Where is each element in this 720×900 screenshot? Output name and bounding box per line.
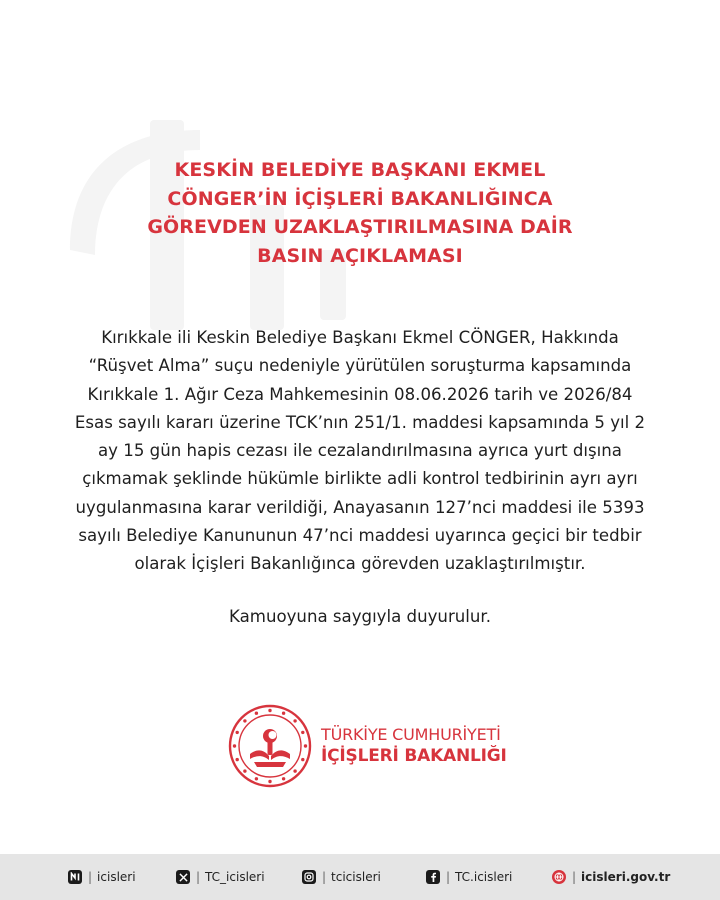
body-line: ay 15 gün hapis cezası ile cezalandırılmasına ayrıca yurt dışına bbox=[98, 441, 622, 461]
body-line: olarak İçişleri Bakanlığınca görevden uzaklaştırılmıştır. bbox=[134, 554, 586, 574]
social-link-nsosyal[interactable] bbox=[68, 854, 136, 900]
globe-icon bbox=[552, 870, 566, 884]
facebook-icon bbox=[426, 870, 440, 884]
title-line: GÖREVDEN UZAKLAŞTIRILMASINA DAİR bbox=[147, 216, 573, 238]
separator: | bbox=[322, 870, 327, 884]
nsosyal-icon bbox=[68, 870, 82, 884]
social-handle: icisleri bbox=[97, 870, 136, 884]
statement-body bbox=[20, 324, 700, 579]
social-footer bbox=[0, 854, 720, 900]
body-line: “Rüşvet Alma” suçu nedeniyle yürütülen soruşturma kapsamında bbox=[88, 356, 632, 376]
separator: | bbox=[572, 870, 577, 884]
title-line: CÖNGER’İN İÇİŞLERİ BAKANLIĞINCA bbox=[167, 187, 553, 210]
title-line: KESKİN BELEDİYE BAŞKANI EKMEL bbox=[174, 159, 546, 181]
title-line: BASIN AÇIKLAMASI bbox=[257, 244, 463, 267]
social-handle: TC_icisleri bbox=[205, 870, 265, 884]
social-handle: TC.icisleri bbox=[455, 870, 513, 884]
logo-line-ministry: İÇİŞLERİ BAKANLIĞI bbox=[321, 746, 507, 766]
social-handle: tcicisleri bbox=[331, 870, 381, 884]
body-line: Kırıkkale 1. Ağır Ceza Mahkemesinin 08.06.2026 tarih ve 2026/84 bbox=[87, 384, 633, 404]
separator: | bbox=[196, 870, 201, 884]
body-line: uygulanmasına karar verildiği, Anayasanın 127’nci maddesi ile 5393 bbox=[75, 497, 645, 517]
x-icon bbox=[176, 870, 190, 884]
website-url: icisleri.gov.tr bbox=[581, 870, 671, 884]
separator: | bbox=[446, 870, 451, 884]
page-title bbox=[60, 156, 660, 270]
body-line: Esas sayılı kararı üzerine TCK’nın 251/1. maddesi kapsamında 5 yıl 2 bbox=[74, 412, 646, 432]
body-line: sayılı Belediye Kanununun 47’nci maddesi uyarınca geçici bir tedbir bbox=[78, 526, 642, 546]
instagram-icon bbox=[302, 870, 316, 884]
body-line: çıkmamak şeklinde hükümle birlikte adli kontrol tedbirinin ayrı ayrı bbox=[82, 469, 638, 489]
body-line: Kırıkkale ili Keskin Belediye Başkanı Ekmel CÖNGER, Hakkında bbox=[101, 328, 619, 347]
ministry-name bbox=[321, 725, 507, 767]
ministry-seal-icon bbox=[228, 704, 312, 788]
ministry-logo bbox=[228, 704, 518, 788]
social-link-website[interactable] bbox=[552, 854, 670, 900]
social-link-instagram[interactable] bbox=[302, 854, 381, 900]
social-link-x[interactable] bbox=[176, 854, 265, 900]
logo-line-republic: TÜRKİYE CUMHURİYETİ bbox=[321, 725, 501, 744]
closing-statement: Kamuoyuna saygıyla duyurulur. bbox=[229, 607, 491, 626]
separator: | bbox=[88, 870, 93, 884]
social-link-facebook[interactable] bbox=[426, 854, 512, 900]
